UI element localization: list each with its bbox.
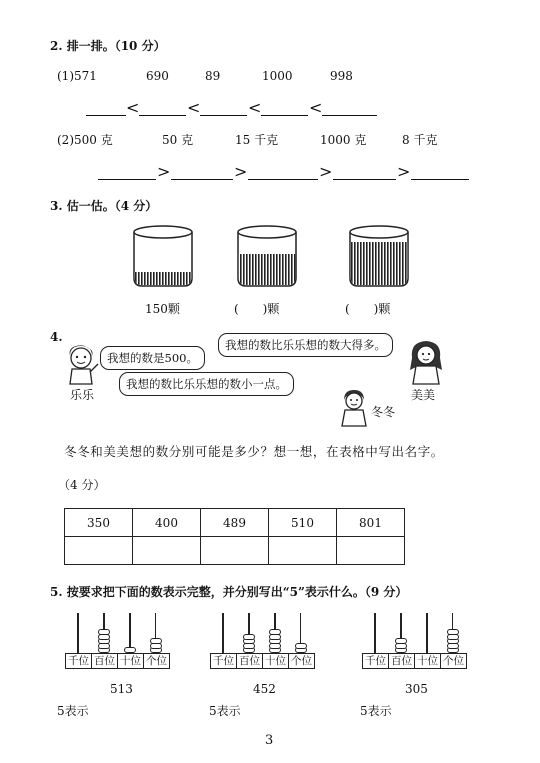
place-label: 个位 [146, 655, 167, 667]
abacus-number: 452 [253, 682, 276, 696]
dongdong-figure [336, 388, 372, 428]
less-than-symbol: < [187, 98, 201, 117]
name-lele: 乐乐 [70, 388, 95, 402]
q5-title: 5. 按要求把下面的数表示完整，并分别写出“5”表示什么。（9 分） [50, 585, 408, 599]
speech-bubble-lele: 我想的数是500。 [100, 346, 205, 370]
answer-blank[interactable] [98, 167, 156, 180]
place-label: 千位 [211, 654, 237, 668]
jar-label[interactable]: ( )颗 [345, 302, 391, 316]
q2-part1-num: 998 [330, 69, 353, 83]
place-label: 千位 [363, 654, 389, 668]
page-number: 3 [265, 733, 274, 748]
q2-part2-label: (2)500 克 [57, 133, 113, 147]
speech-bubble-meimei: 我想的数比乐乐想的数大得多。 [218, 333, 393, 357]
less-than-symbol: < [248, 98, 262, 117]
table-cell-number: 489 [201, 509, 269, 537]
jar-label[interactable]: ( )颗 [234, 302, 280, 316]
q2-part2-num: 8 千克 [402, 133, 438, 147]
jar-2 [238, 226, 296, 286]
name-table [64, 508, 405, 565]
q2-part1-num: 1000 [262, 69, 293, 83]
abacus-bead [447, 629, 459, 635]
q2-part1-label: (1)571 [57, 69, 97, 83]
abacus-bead [98, 629, 110, 635]
q2-part2-num: 15 千克 [235, 133, 279, 147]
table-row [65, 509, 405, 537]
q4-question: 冬冬和美美想的数分别可能是多少？想一想，在表格中写出名字。 [64, 444, 444, 459]
answer-blank[interactable] [86, 103, 126, 116]
less-than-symbol: < [309, 98, 323, 117]
q2-part1-num: 89 [205, 69, 221, 83]
abacus-bead [395, 638, 407, 644]
jar-label: 150颗 [145, 302, 180, 316]
answer-blank[interactable] [200, 103, 247, 116]
answer-blank[interactable] [333, 167, 396, 180]
abacus-place-labels [210, 653, 315, 669]
name-meimei: 美美 [411, 388, 436, 402]
greater-than-symbol: > [319, 162, 333, 181]
table-cell-answer[interactable] [133, 537, 201, 565]
abacus-place-labels [65, 653, 170, 669]
q2-part2-num: 50 克 [162, 133, 194, 147]
answer-label: 5表示 [209, 704, 241, 718]
abacus-bead [124, 647, 136, 653]
place-label: 个位 [291, 655, 312, 667]
answer-label: 5表示 [360, 704, 392, 718]
place-label: 十位 [415, 654, 441, 668]
answer-blank[interactable] [261, 103, 308, 116]
abacus-bead [150, 638, 162, 644]
jars-illustration [120, 222, 430, 292]
table-cell-answer[interactable] [337, 537, 405, 565]
answer-blank[interactable] [411, 167, 469, 180]
abacus-bead [269, 629, 281, 635]
table-cell-number: 510 [269, 509, 337, 537]
greater-than-symbol: > [157, 162, 171, 181]
abacus-bead [243, 634, 255, 640]
abacus-place-labels [362, 653, 467, 669]
abacus-bead [295, 643, 307, 649]
abacus-number: 513 [110, 682, 133, 696]
answer-blank[interactable] [322, 103, 377, 116]
abacus-rod [426, 613, 428, 653]
abacus-rod [374, 613, 376, 653]
place-label: 百位 [389, 654, 415, 668]
jar-3 [350, 226, 408, 286]
table-cell-answer[interactable] [269, 537, 337, 565]
place-label: 十位 [263, 654, 289, 668]
q2-title: 2. 排一排。（10 分） [50, 39, 166, 53]
abacus-rod [77, 613, 79, 653]
q4-score: （4 分） [58, 478, 106, 492]
meimei-figure [406, 338, 446, 386]
q4-number: 4. [50, 330, 63, 344]
answer-label: 5表示 [57, 704, 89, 718]
place-label: 千位 [66, 654, 92, 668]
q2-part2-num: 1000 克 [320, 133, 367, 147]
abacus-number: 305 [405, 682, 428, 696]
jar-150 [134, 226, 192, 286]
answer-blank[interactable] [171, 167, 233, 180]
table-row [65, 537, 405, 565]
answer-blank[interactable] [139, 103, 186, 116]
place-label: 个位 [443, 655, 464, 667]
speech-bubble-dongdong: 我想的数比乐乐想的数小一点。 [119, 372, 294, 396]
name-dongdong: 冬冬 [371, 405, 396, 419]
answer-blank[interactable] [248, 167, 318, 180]
abacus-rod [222, 613, 224, 653]
q2-part1-num: 690 [146, 69, 169, 83]
table-cell-number: 400 [133, 509, 201, 537]
table-cell-answer[interactable] [65, 537, 133, 565]
greater-than-symbol: > [397, 162, 411, 181]
lele-figure [58, 342, 104, 386]
q3-title: 3. 估一估。（4 分） [50, 199, 158, 213]
table-cell-number: 801 [337, 509, 405, 537]
place-label: 十位 [118, 654, 144, 668]
table-cell-answer[interactable] [201, 537, 269, 565]
place-label: 百位 [92, 654, 118, 668]
place-label: 百位 [237, 654, 263, 668]
less-than-symbol: < [126, 98, 140, 117]
greater-than-symbol: > [234, 162, 248, 181]
table-cell-number: 350 [65, 509, 133, 537]
